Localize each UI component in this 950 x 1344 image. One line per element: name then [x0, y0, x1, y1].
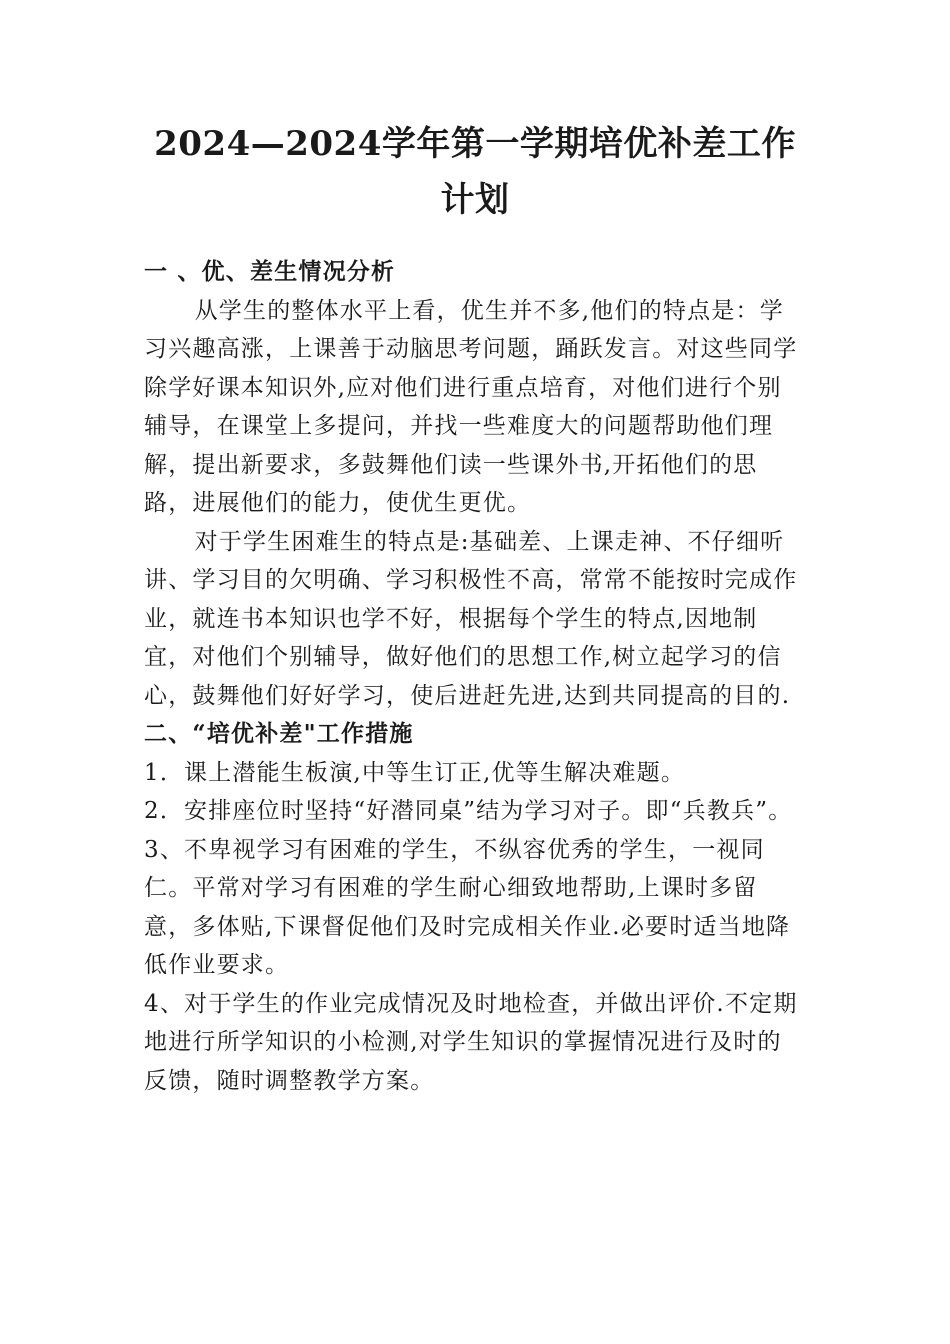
section-1-paragraph-2: 对于学生困难生的特点是:基础差、上课走神、不仔细听讲、学习目的欠明确、学习积极性不高，常常不能按时完成作业，就连书本知识也学不好，根据每个学生的特点,因地制宜，对他们个别辅导，做好他们的思想工作,树立起学习的信心，鼓舞他们好好学习，使后进赶先进,达到共同提高的目的.: [144, 528, 798, 709]
document-body: [144, 253, 800, 1100]
measure-item-4: 4、对于学生的作业完成情况及时地检查，并做出评价.不定期地进行所学知识的小检测,对学生知识的掌握情况进行及时的反馈，随时调整教学方案。: [144, 990, 798, 1094]
measure-item-2: 2．安排座位时坚持“好潜同桌”结为学习对子。即“兵教兵”。: [144, 798, 793, 824]
section-2-heading: 二、“培优补差"工作措施: [144, 720, 414, 747]
section-1-heading: 一 、优、差生情况分析: [144, 258, 396, 285]
measure-item-3: 3、不卑视学习有困难的学生，不纵容优秀的学生，一视同仁。平常对学习有困难的学生耐心细致地帮助,上课时多留意，多体贴,下课督促他们及时完成相关作业.必要时适当地降低作业要求。: [144, 836, 791, 978]
measure-item-1: 1．课上潜能生板演,中等生订正,优等生解决难题。: [144, 759, 686, 786]
document-title: 2024—2024学年第一学期培优补差工作计划: [154, 124, 796, 220]
section-1-paragraph-1: 从学生的整体水平上看，优生并不多,他们的特点是：学习兴趣高涨，上课善于动脑思考问题，踊跃发言。对这些同学除学好课本知识外,应对他们进行重点培育，对他们进行个别辅导，在课堂上多提问，并找一些难度大的问题帮助他们理解，提出新要求，多鼓舞他们读一些课外书,开拓他们的思路，进展他们的能力，使优生更优。: [144, 297, 798, 516]
